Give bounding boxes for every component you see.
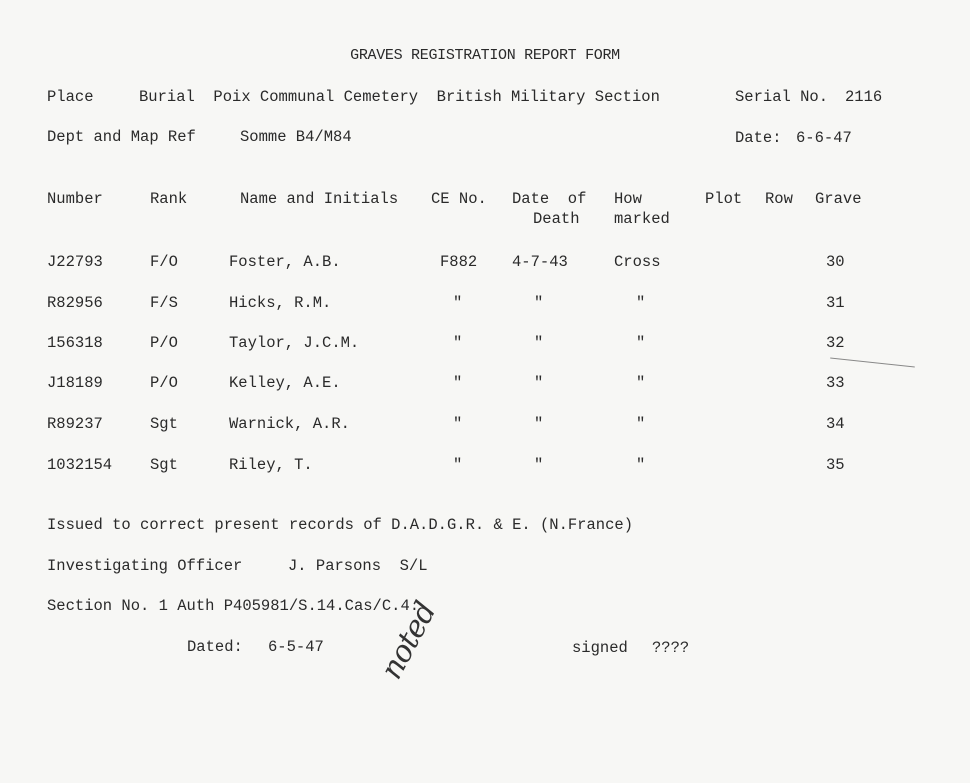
cell-rank: P/O [150,374,178,392]
table-row [0,417,970,437]
cell-grave: 35 [826,456,845,474]
cell-date: " [534,334,544,352]
header-marked: marked [614,210,670,228]
serial-label: Serial No. [735,88,829,106]
cell-how: " [636,334,646,352]
header-rank: Rank [150,190,188,208]
cell-how: " [636,294,646,312]
cell-number: 1032154 [47,456,113,474]
cell-ce: F882 [440,253,478,271]
header-grave: Grave [815,190,862,208]
cell-name: Warnick, A.R. [229,415,350,433]
cell-ce: " [453,415,463,433]
cell-ce: " [453,334,463,352]
officer-label: Investigating Officer [47,557,243,575]
cell-name: Kelley, A.E. [229,374,341,392]
cell-date: " [534,374,544,392]
cell-ce: " [453,456,463,474]
dept-value: Somme B4/M84 [240,128,352,146]
pencil-stroke [830,358,915,368]
cell-date: 4-7-43 [512,253,568,271]
header-plot: Plot [705,190,743,208]
cell-date: " [534,294,544,312]
table-row [0,376,970,396]
dept-label: Dept and Map Ref [47,128,196,146]
header-how: How [614,190,642,208]
cell-how: " [636,374,646,392]
header-ce: CE No. [431,190,487,208]
section-text: Section No. 1 Auth P405981/S.14.Cas/C.4. [47,597,420,615]
header-number: Number [47,190,103,208]
signed-label: signed [572,639,628,657]
cell-grave: 30 [826,253,845,271]
cell-how: " [636,456,646,474]
header-name: Name and Initials [240,190,399,208]
cell-name: Taylor, J.C.M. [229,334,360,352]
place-label: Place [47,88,94,106]
header-date-of: Date of [512,190,587,208]
cell-name: Foster, A.B. [229,253,341,271]
date-value: 6-6-47 [796,129,852,147]
handwritten-note: noted [374,596,444,685]
cell-number: 156318 [47,334,103,352]
cell-how: Cross [614,253,661,271]
cell-number: R82956 [47,294,103,312]
serial-value: 2116 [845,88,883,106]
cell-rank: P/O [150,334,178,352]
cell-ce: " [453,374,463,392]
header-death: Death [533,210,580,228]
table-row [0,336,970,356]
cell-grave: 33 [826,374,845,392]
officer-value: J. Parsons S/L [288,557,428,575]
cell-date: " [534,456,544,474]
cell-rank: F/S [150,294,178,312]
cell-name: Hicks, R.M. [229,294,332,312]
cell-grave: 32 [826,334,845,352]
cell-name: Riley, T. [229,456,313,474]
cell-grave: 34 [826,415,845,433]
cell-rank: Sgt [150,415,178,433]
table-row [0,296,970,316]
cell-rank: Sgt [150,456,178,474]
form-title: GRAVES REGISTRATION REPORT FORM [350,47,620,64]
cell-number: R89237 [47,415,103,433]
issued-text: Issued to correct present records of D.A.D.G.R. & E. (N.France) [47,516,633,534]
cell-number: J18189 [47,374,103,392]
cell-ce: " [453,294,463,312]
cell-date: " [534,415,544,433]
cell-how: " [636,415,646,433]
place-value: Burial Poix Communal Cemetery British Military Section [139,88,660,106]
table-row [0,255,970,275]
signed-value: ???? [652,639,690,657]
cell-grave: 31 [826,294,845,312]
cell-rank: F/O [150,253,178,271]
header-row: Row [765,190,793,208]
dated-value: 6-5-47 [268,638,324,656]
cell-number: J22793 [47,253,103,271]
dated-label: Dated: [187,638,243,656]
date-label: Date: [735,129,782,147]
table-row [0,458,970,478]
